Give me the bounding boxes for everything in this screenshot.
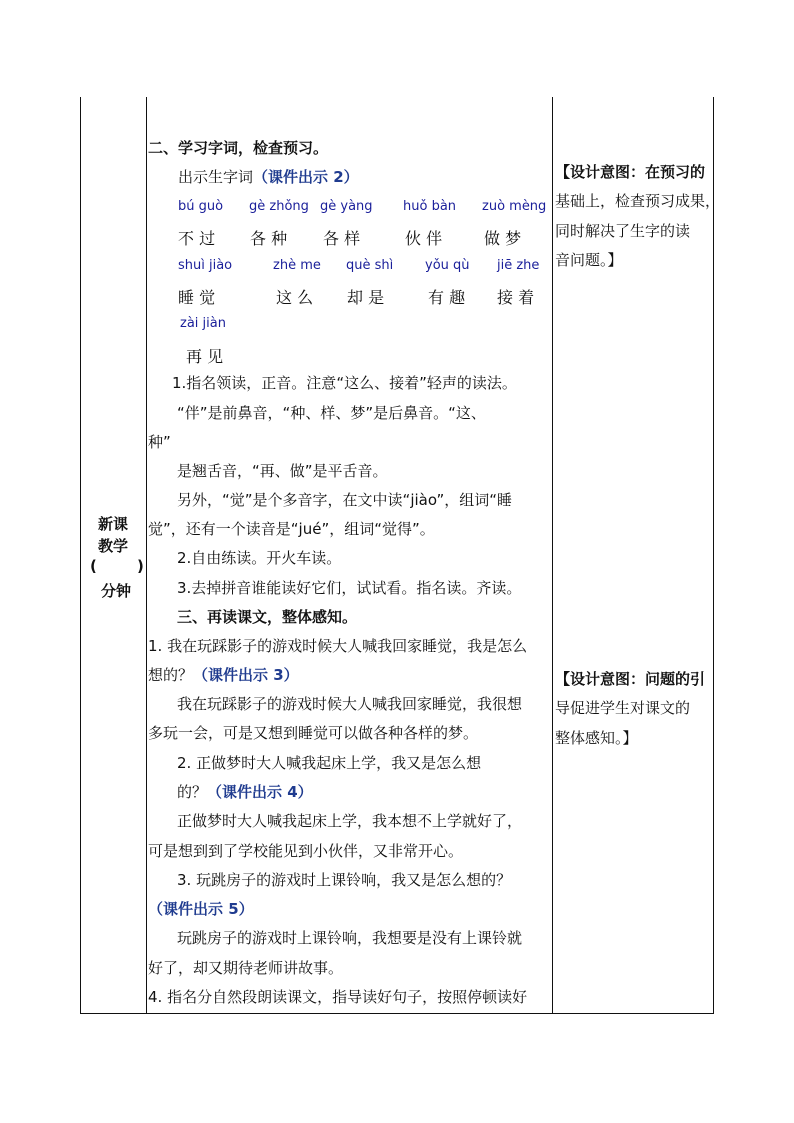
line-18: 3. 玩跳房子的游戏时上课铃响，我又是怎么想的？ [177,871,512,889]
design-note-2-line2: 导促进学生对课文的 [555,699,691,717]
show-words-line [178,168,359,186]
line-4: 是翘舌音，“再、做”是平舌音。 [177,462,388,480]
line-3: 种” [148,433,171,451]
left-col-line4: 分钟 [100,582,131,600]
pinyin-row1-2: gè yàng [320,199,373,214]
table-border-right [713,97,714,1014]
pinyin-row2-2: què shì [346,258,394,273]
design-note-1-line1: 【设计意图：在预习的 [555,163,706,181]
hanzi-row1-4: 做 梦 [484,229,522,248]
table-divider-2 [552,97,553,1014]
pinyin-row2-1: zhè me [273,258,321,273]
table-divider-1 [146,97,147,1014]
left-col-line1: 新课 [97,515,128,533]
line-20: 玩跳房子的游戏时上课铃响，我想要是没有上课铃就 [177,929,523,947]
line-17: 可是想到到了学校能见到小伙伴，又非常开心。 [148,842,464,860]
hanzi-row1-2: 各 样 [323,229,361,248]
line-2: “伴”是前鼻音，“种、样、梦”是后鼻音。“这、 [177,404,486,422]
line-1: 1.指名领读，正音。注意“这么、接着”轻声的读法。 [172,374,517,392]
left-col-line2: 教学 [97,537,128,555]
design-note-2-line1: 【设计意图：问题的引 [555,670,706,688]
design-note-1-line2: 基础上，检查预习成果， [555,192,721,210]
hanzi-row2-1: 这 么 [276,288,314,307]
line-6: 觉”，还有一个读音是“jué”，组词“觉得”。 [148,520,435,538]
line-5: 另外，“觉”是个多音字，在文中读“jiào”，组词“睡 [177,491,513,509]
pinyin-row1-3: huǒ bàn [403,199,457,214]
line-15-cue: （课件出示 4） [207,783,313,801]
design-note-1-line4: 音问题。】 [555,251,623,269]
section2-heading: 二、学习字词，检查预习。 [148,139,329,157]
show-words-text: 出示生字词 [178,168,254,186]
pinyin-row1-4: zuò mèng [482,199,547,214]
show-words-cue: （课件出示 2） [253,168,359,186]
hanzi-row3-0: 再 见 [186,347,224,366]
line-15 [177,783,313,801]
pinyin-row2-3: yǒu qù [425,258,470,273]
pinyin-row2-0: shuì jiào [178,258,233,273]
pinyin-row1-1: gè zhǒng [249,199,309,214]
line-14: 2. 正做梦时大人喊我起床上学，我又是怎么想 [177,754,482,772]
hanzi-row1-0: 不 过 [178,229,216,248]
design-note-2-line3: 整体感知。】 [555,729,638,747]
hanzi-row2-2: 却 是 [347,288,385,307]
section3-heading: 三、再读课文，整体感知。 [177,608,358,626]
pinyin-row1-0: bú guò [178,199,224,214]
line-12: 我在玩踩影子的游戏时候大人喊我回家睡觉，我很想 [177,695,523,713]
line-21: 好了，却又期待老师讲故事。 [148,959,344,977]
line-19-cue: （课件出示 5） [148,900,254,918]
line-11 [148,666,299,684]
line-11-text: 想的？ [148,666,194,684]
table-border-bottom [80,1013,714,1014]
design-note-1-line3: 同时解决了生字的读 [555,222,691,240]
line-13: 多玩一会，可是又想到睡觉可以做各种各样的梦。 [148,724,479,742]
line-8: 3.去掉拼音谁能读好它们，试试看。指名读。齐读。 [177,579,522,597]
hanzi-row2-3: 有 趣 [428,288,466,307]
hanzi-row2-0: 睡 觉 [178,288,216,307]
pinyin-row2-4: jiē zhe [497,258,540,273]
hanzi-row1-3: 伙 伴 [405,229,443,248]
line-15-text: 的？ [177,783,208,801]
hanzi-row1-1: 各 种 [250,229,288,248]
line-7: 2.自由练读。开火车读。 [177,549,342,567]
pinyin-row3-0: zài jiàn [180,316,226,331]
table-border-left [80,97,81,1014]
line-16: 正做梦时大人喊我起床上学，我本想不上学就好了， [177,812,523,830]
left-col-paren-close: ) [137,557,144,575]
hanzi-row2-4: 接 着 [497,288,535,307]
left-col-paren-open: ( [90,557,97,575]
line-11-cue: （课件出示 3） [193,666,299,684]
line-22: 4. 指名分自然段朗读课文，指导读好句子，按照停顿读好 [148,988,528,1006]
line-10: 1. 我在玩踩影子的游戏时候大人喊我回家睡觉，我是怎么 [148,637,528,655]
